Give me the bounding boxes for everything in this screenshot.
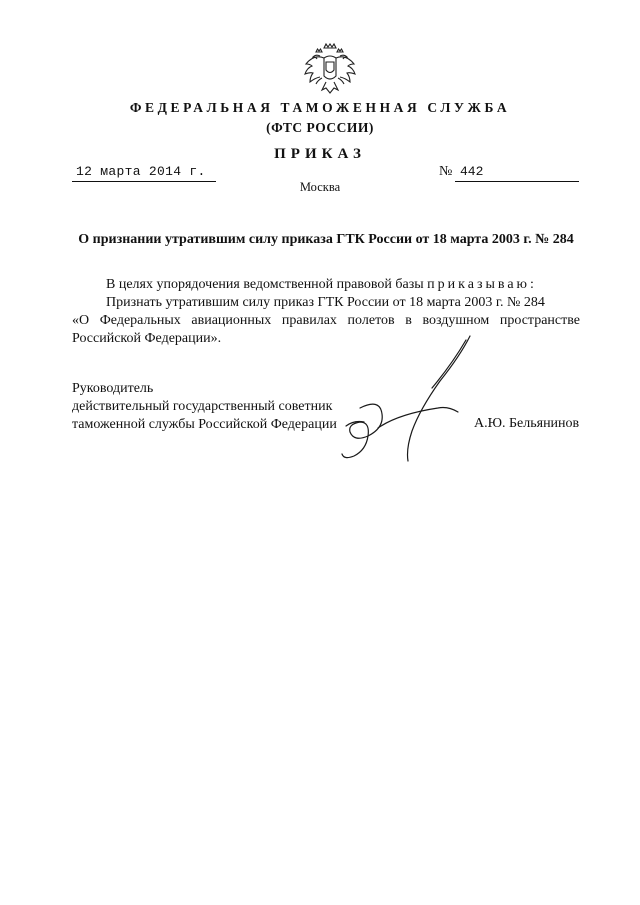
organization-name: ФЕДЕРАЛЬНАЯ ТАМОЖЕННАЯ СЛУЖБА — [129, 100, 511, 115]
document-date: 12 марта 2014 г. — [76, 164, 206, 179]
signatory-title-line-3: таможенной службы Российской Федерации — [72, 417, 337, 432]
document-number: 442 — [460, 164, 484, 179]
body-paragraph-1 — [72, 276, 580, 294]
signatory-title-line-2: действительный государственный советник — [72, 399, 333, 414]
body-paragraph-2-line-2: «О Федеральных авиационных правилах полетов в воздушном пространстве — [72, 313, 580, 328]
signature-icon — [320, 330, 480, 465]
signer-name: А.Ю. Бельянинов — [474, 416, 580, 431]
document-city: Москва — [299, 180, 341, 194]
signatory-title — [72, 380, 337, 434]
p1-order-word: приказываю: — [427, 277, 537, 292]
signatory-title-line-1: Руководитель — [72, 381, 154, 396]
body-paragraph-2-line-1: Признать утратившим силу приказ ГТК России от 18 марта 2003 г. № 284 — [106, 295, 545, 310]
organization-short-name: (ФТС РОССИИ) — [266, 120, 374, 135]
body-paragraph-2-line-3: Российской Федерации». — [72, 331, 222, 346]
document-type: ПРИКАЗ — [274, 146, 366, 162]
number-sign: № — [439, 164, 453, 179]
p1-text: В целях упорядочения ведомственной правовой базы — [106, 277, 428, 292]
emblem-icon — [300, 42, 360, 98]
document-subject: О признании утратившим силу приказа ГТК России от 18 марта 2003 г. № 284 — [78, 232, 574, 247]
